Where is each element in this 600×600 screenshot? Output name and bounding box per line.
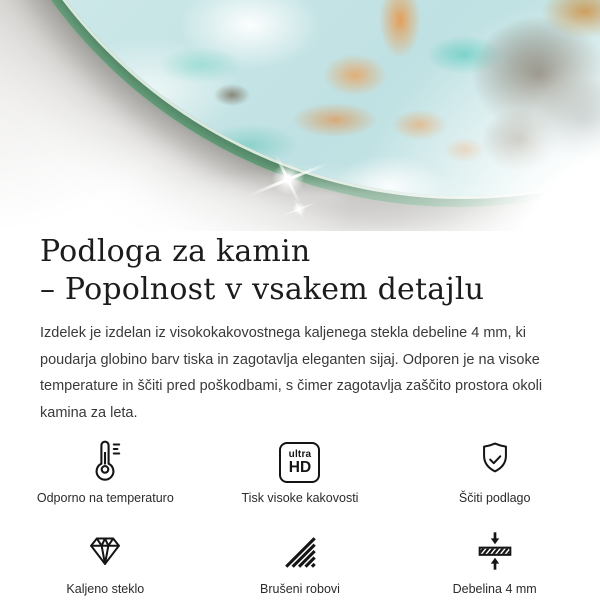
feature-label: Tisk visoke kakovosti (241, 491, 359, 505)
diamond-icon (82, 526, 128, 574)
feature-label: Ščiti podlago (458, 491, 531, 505)
feature-label: Brušeni robovi (260, 582, 340, 596)
thickness-compress-icon (472, 526, 518, 574)
ultra-hd-icon (279, 435, 320, 483)
ultra-hd-icon-text-bottom: HD (288, 459, 312, 476)
title-line-2: – Popolnost v vsakem detajlu (40, 272, 485, 307)
feature-print-quality (203, 435, 398, 505)
feature-protects (397, 435, 592, 505)
product-photo (0, 0, 600, 231)
feature-beveled-edges (203, 526, 398, 596)
feature-tempered-glass (8, 526, 203, 596)
product-description: Izdelek je izdelan iz visokokakovostnega kaljenega stekla debeline 4 mm, ki poudarja globino barv tiska in zagotavlja eleganten sijaj. Odporen je na visoke temperature in ščiti pred poškodbami, s čimer zagotavlja zaščito prostora okoli kamina za leta. (40, 325, 543, 421)
feature-temperature (8, 435, 203, 505)
feature-grid (0, 435, 600, 596)
title-line-1: Podloga za kamin (40, 234, 311, 269)
glass-artwork (0, 0, 600, 196)
feature-label: Kaljeno steklo (66, 582, 145, 596)
shield-check-icon (472, 435, 518, 483)
feature-label: Debelina 4 mm (452, 582, 537, 596)
beveled-edges-icon (278, 526, 322, 574)
page-title (40, 233, 560, 309)
ultra-hd-icon-text-top: ultra (288, 448, 312, 460)
product-description-section (0, 233, 600, 426)
feature-label: Odporno na temperaturo (36, 491, 174, 505)
thermometer-icon (81, 435, 129, 483)
feature-thickness (397, 526, 592, 596)
